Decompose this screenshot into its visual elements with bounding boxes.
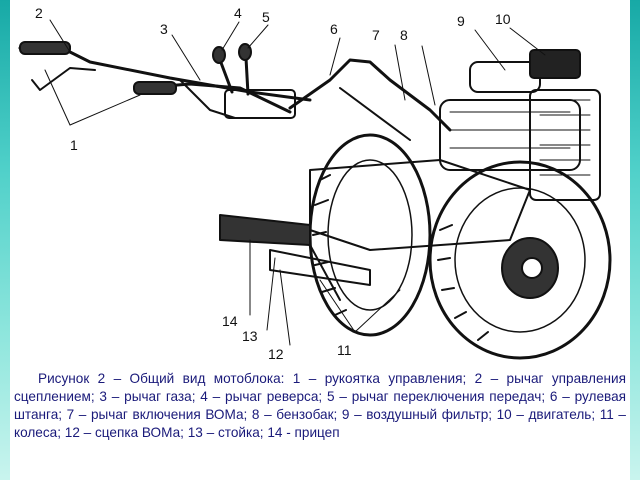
caption-text: Рисунок 2 – Общий вид мотоблока: 1 – рукоятка управления; 2 – рычаг управления сцеплением; 3 – рычаг газа; 4 – рычаг реверса; 5 – рычаг переключения передач; 6 – рулевая штанга; 7 – рычаг включения ВОМа; 8 – бензобак; 9 – воздушный фильтр; 10 – двигатель; 11 – колеса; 12 – сцепка ВОМа; 13 – стойка; 14 - прицеп: [14, 371, 626, 440]
engine-assembly: [440, 50, 600, 200]
frame: [310, 160, 530, 250]
wheel-right: [430, 162, 610, 358]
callout-3: 3: [160, 21, 168, 37]
figure-panel: [10, 0, 630, 480]
callout-6: 6: [330, 21, 338, 37]
figure-caption: [10, 370, 630, 478]
steering-rod: [290, 60, 450, 130]
handlebar: [20, 42, 310, 118]
reverse-knob: [213, 47, 225, 63]
callout-8: 8: [400, 27, 408, 43]
callout-14: 14: [222, 313, 238, 329]
gear-lever: [246, 58, 248, 94]
callout-1: 1: [70, 137, 78, 153]
grip-left: [20, 42, 70, 54]
pto-lever: [340, 88, 410, 140]
callout-4: 4: [234, 5, 242, 21]
callout-5: 5: [262, 9, 270, 25]
hitch: [220, 215, 370, 300]
callout-12: 12: [268, 346, 284, 362]
callout-2: 2: [35, 5, 43, 21]
callout-9: 9: [457, 13, 465, 29]
callout-7: 7: [372, 27, 380, 43]
callout-11: 11: [337, 342, 352, 358]
grip-right: [134, 82, 176, 94]
callout-10: 10: [495, 11, 511, 27]
engine-head: [530, 50, 580, 78]
trailer: [220, 215, 310, 245]
callout-13: 13: [242, 328, 258, 344]
clutch-lever: [32, 68, 95, 90]
motoblock-drawing: [10, 0, 630, 360]
